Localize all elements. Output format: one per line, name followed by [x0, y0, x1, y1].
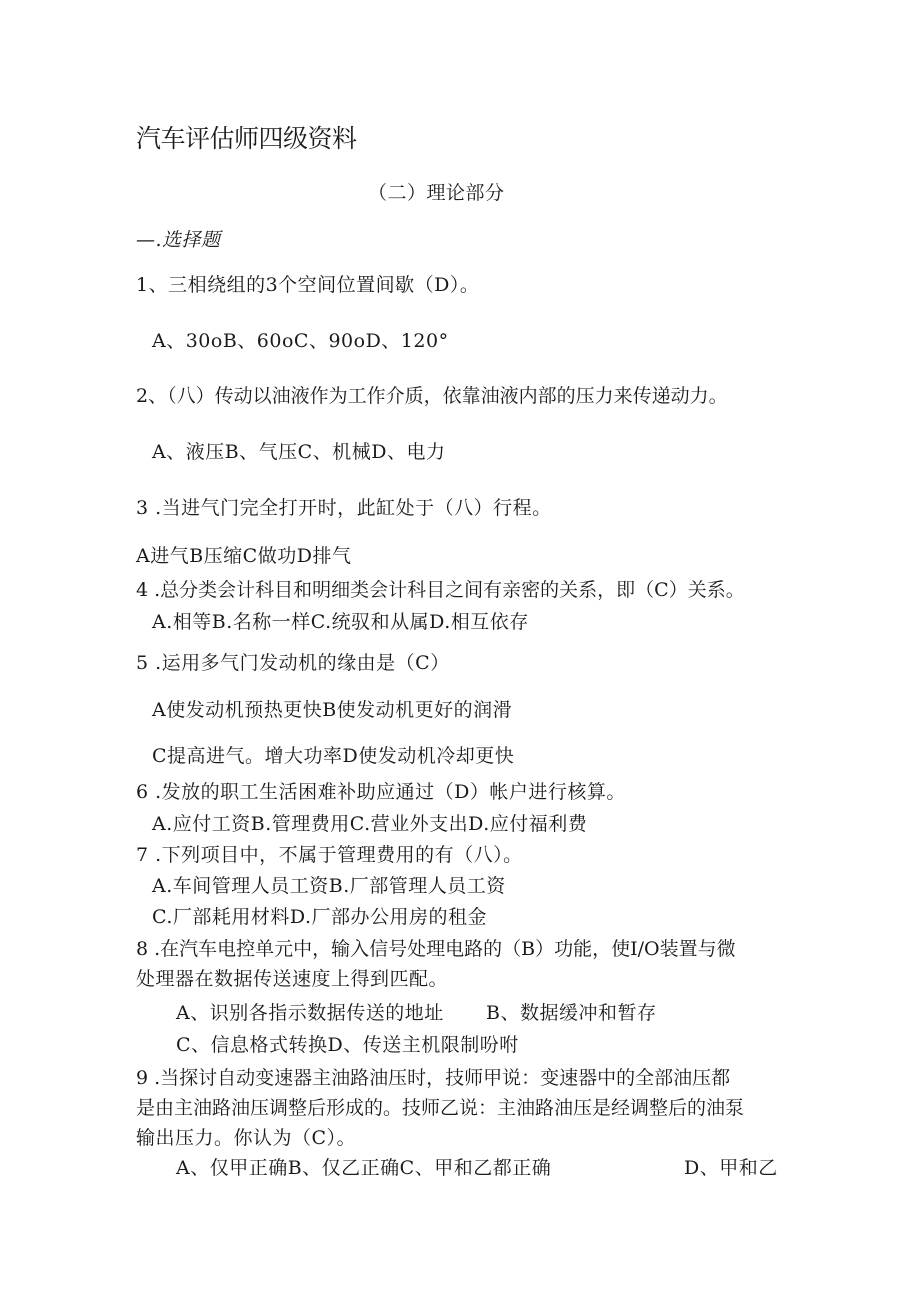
question-6-options: A.应付工资B.管理费用C.营业外支出D.应付福利费 — [152, 813, 588, 835]
question-9-option-d: D、甲和乙 — [684, 1157, 778, 1179]
question-8-option-a: A、识别各指示数据传送的地址 — [176, 1002, 444, 1024]
question-8-option-b: B、数据缓冲和暂存 — [486, 1002, 657, 1024]
question-8-line-2: 处理器在数据传送速度上得到匹配。 — [136, 968, 449, 990]
document-title: 汽车评估师四级资料 — [136, 124, 357, 153]
question-5-options-2: C提高进气。增大功率D使发动机冷却更快 — [152, 745, 515, 767]
question-9-line-3: 输出压力。你认为（C）。 — [136, 1127, 357, 1149]
question-9-options-abc: A、仅甲正确B、仅乙正确C、甲和乙都正确 — [176, 1157, 552, 1179]
question-5: 5 .运用多气门发动机的缘由是（C） — [136, 652, 450, 674]
question-7-options-1: A.车间管理人员工资B.厂部管理人员工资 — [152, 875, 506, 897]
question-8-option-cd: C、信息格式转换D、传送主机限制吩咐 — [176, 1034, 519, 1056]
question-4: 4 .总分类会计科目和明细类会计科目之间有亲密的关系，即（C）关系。 — [136, 579, 745, 601]
question-6: 6 .发放的职工生活困难补助应通过（D）帐户进行核算。 — [136, 781, 626, 803]
question-1-options: A、30oB、60oC、90oD、120° — [152, 330, 449, 352]
question-2: 2、（八）传动以油液作为工作介质，依靠油液内部的压力来传递动力。 — [136, 385, 728, 407]
question-4-options: A.相等B.名称一样C.统驭和从属D.相互依存 — [152, 611, 529, 633]
question-7: 7 .下列项目中，不属于管理费用的有（八）。 — [136, 844, 523, 866]
question-5-options-1: A使发动机预热更快B使发动机更好的润滑 — [152, 699, 513, 721]
document-subtitle: （二）理论部分 — [368, 182, 505, 204]
question-1: 1、三相绕组的3个空间位置间歇（D）。 — [136, 274, 480, 296]
question-3: 3 .当进气门完全打开时，此缸处于（八）行程。 — [136, 497, 552, 519]
question-3-options: A进气B压缩C做功D排气 — [136, 545, 352, 567]
question-8-line-1: 8 .在汽车电控单元中，输入信号处理电路的（B）功能，使I/O装置与微 — [136, 938, 736, 960]
question-2-options: A、液压B、气压C、机械D、电力 — [152, 441, 446, 463]
section-heading: —.选择题 — [136, 229, 221, 251]
question-7-options-2: C.厂部耗用材料D.厂部办公用房的租金 — [152, 906, 487, 928]
question-9-line-1: 9 .当探讨自动变速器主油路油压时，技师甲说：变速器中的全部油压都 — [136, 1067, 731, 1089]
question-9-line-2: 是由主油路油压调整后形成的。技师乙说：主油路油压是经调整后的油泵 — [136, 1097, 745, 1119]
